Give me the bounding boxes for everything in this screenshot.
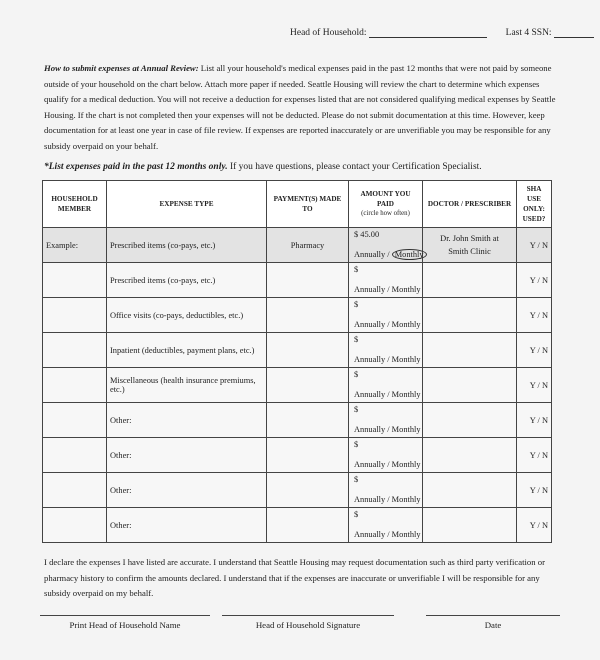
- signature-label: Head of Household Signature: [255, 620, 361, 630]
- made-to-cell[interactable]: [267, 438, 349, 473]
- amount-dollar: $: [354, 300, 359, 309]
- date-label: Date: [484, 620, 502, 630]
- list-note-lead: *List expenses paid in the past 12 months only.: [44, 162, 228, 172]
- header-member: HOUSEHOLD MEMBER: [43, 181, 107, 228]
- expenses-table: [42, 180, 552, 543]
- header-expense-type: EXPENSE TYPE: [107, 181, 267, 228]
- header-amount-sub: (circle how often): [361, 210, 410, 217]
- header-amount-label: AMOUNT YOU PAID: [360, 190, 411, 208]
- example-amount: $ 45.00: [354, 230, 380, 239]
- head-of-household-label: Head of Household:: [290, 28, 367, 38]
- example-member: Example:: [43, 228, 107, 263]
- frequency-options[interactable]: Annually / Monthly: [354, 320, 421, 329]
- amount-dollar: $: [354, 335, 359, 344]
- print-name-label: Print Head of Household Name: [69, 620, 181, 630]
- made-to-cell[interactable]: [267, 263, 349, 298]
- header-sha: SHA USE ONLY: USED?: [517, 181, 552, 228]
- frequency-options[interactable]: Annually / Monthly: [354, 530, 421, 539]
- expense-type-cell: Office visits (co-pays, deductibles, etc.): [107, 298, 267, 333]
- amount-cell[interactable]: [349, 473, 423, 508]
- made-to-cell[interactable]: [267, 333, 349, 368]
- example-amount-cell: [349, 228, 423, 263]
- amount-dollar: $: [354, 510, 359, 519]
- amount-dollar: $: [354, 405, 359, 414]
- sha-cell: Y / N: [517, 333, 552, 368]
- table-row: [43, 333, 552, 368]
- example-doctor: [423, 228, 517, 263]
- sha-cell: Y / N: [517, 368, 552, 403]
- header-fields: [290, 28, 594, 38]
- member-cell[interactable]: [43, 263, 107, 298]
- table-row: [43, 368, 552, 403]
- sha-cell: Y / N: [517, 508, 552, 543]
- member-cell[interactable]: [43, 438, 107, 473]
- instructions-lead: How to submit expenses at Annual Review:: [44, 63, 199, 73]
- example-expense-type: Prescribed items (co-pays, etc.): [107, 228, 267, 263]
- list-note: [44, 162, 482, 172]
- amount-dollar: $: [354, 265, 359, 274]
- table-header-row: [43, 181, 552, 228]
- expense-type-cell: Other:: [107, 508, 267, 543]
- frequency-options[interactable]: Annually / Monthly: [354, 285, 421, 294]
- made-to-cell[interactable]: [267, 403, 349, 438]
- expense-type-cell: Other:: [107, 438, 267, 473]
- member-cell[interactable]: [43, 298, 107, 333]
- doctor-cell[interactable]: [423, 508, 517, 543]
- example-row: [43, 228, 552, 263]
- amount-cell[interactable]: [349, 368, 423, 403]
- sha-cell: Y / N: [517, 473, 552, 508]
- made-to-cell[interactable]: [267, 368, 349, 403]
- example-frequency: [354, 250, 427, 259]
- header-payment-made-to: PAYMENT(S) MADE TO: [267, 181, 349, 228]
- sha-cell: Y / N: [517, 298, 552, 333]
- made-to-cell[interactable]: [267, 473, 349, 508]
- example-doctor-line2: Smith Clinic: [448, 247, 491, 256]
- amount-dollar: $: [354, 370, 359, 379]
- member-cell[interactable]: [43, 403, 107, 438]
- print-name-line[interactable]: [40, 615, 210, 630]
- date-line[interactable]: [426, 615, 560, 630]
- frequency-options[interactable]: Annually / Monthly: [354, 390, 421, 399]
- instructions: [44, 61, 556, 154]
- amount-cell[interactable]: [349, 298, 423, 333]
- example-made-to: Pharmacy: [267, 228, 349, 263]
- amount-cell[interactable]: [349, 403, 423, 438]
- doctor-cell[interactable]: [423, 263, 517, 298]
- table-row: [43, 508, 552, 543]
- table-row: [43, 403, 552, 438]
- doctor-cell[interactable]: [423, 438, 517, 473]
- list-note-body: If you have questions, please contact your Certification Specialist.: [227, 162, 482, 172]
- member-cell[interactable]: [43, 508, 107, 543]
- frequency-options[interactable]: Annually / Monthly: [354, 460, 421, 469]
- ssn-label: Last 4 SSN:: [505, 28, 552, 38]
- declaration-text: I declare the expenses I have listed are accurate. I understand that Seattle Housing may request documentation such as third party verification or pharmacy history to confirm the amounts declared. I understand that if the expenses are inaccurate or unverifiable I will be responsible for any subsidy overpaid on my behalf.: [44, 557, 546, 598]
- frequency-options[interactable]: Annually / Monthly: [354, 495, 421, 504]
- example-freq-annually: Annually /: [354, 250, 390, 259]
- made-to-cell[interactable]: [267, 298, 349, 333]
- ssn-field[interactable]: [554, 28, 594, 38]
- doctor-cell[interactable]: [423, 368, 517, 403]
- amount-dollar: $: [354, 475, 359, 484]
- table-row: [43, 473, 552, 508]
- table-row: [43, 263, 552, 298]
- amount-cell[interactable]: [349, 333, 423, 368]
- amount-cell[interactable]: [349, 508, 423, 543]
- expense-type-cell: Miscellaneous (health insurance premiums, etc.): [107, 368, 267, 403]
- member-cell[interactable]: [43, 473, 107, 508]
- instructions-body: List all your household's medical expenses paid in the past 12 months that were not paid by someone outside of your household on the chart below. Attach more paper if needed. Seattle Housing will review the chart to determine which expenses qualify for a medical deduction. You will not receive a deduction for expenses listed that are not considered qualifying medical expenses by Seattle Housing. If the chart is not completed then your expenses will not be deducted. Please do not submit documentation at this time. However, keep documentation for at least one year in case of file review. If expenses are reported inaccurately or are unverifiable you may be responsible for any subsidy overpaid on your behalf.: [44, 63, 556, 151]
- header-doctor: DOCTOR / PRESCRIBER: [423, 181, 517, 228]
- expense-type-cell: Inpatient (deductibles, payment plans, etc.): [107, 333, 267, 368]
- doctor-cell[interactable]: [423, 403, 517, 438]
- table-row: [43, 298, 552, 333]
- sha-cell: Y / N: [517, 403, 552, 438]
- example-doctor-line1: Dr. John Smith at: [440, 234, 499, 243]
- made-to-cell[interactable]: [267, 508, 349, 543]
- doctor-cell[interactable]: [423, 473, 517, 508]
- amount-dollar: $: [354, 440, 359, 449]
- expense-type-cell: Other:: [107, 473, 267, 508]
- amount-cell[interactable]: [349, 438, 423, 473]
- amount-cell[interactable]: [349, 263, 423, 298]
- expense-type-cell: Other:: [107, 403, 267, 438]
- doctor-cell[interactable]: [423, 298, 517, 333]
- expense-type-cell: Prescribed items (co-pays, etc.): [107, 263, 267, 298]
- table-row: [43, 438, 552, 473]
- member-cell[interactable]: [43, 368, 107, 403]
- example-sha: Y / N: [517, 228, 552, 263]
- doctor-cell[interactable]: [423, 333, 517, 368]
- member-cell[interactable]: [43, 333, 107, 368]
- sha-cell: Y / N: [517, 438, 552, 473]
- header-amount: [349, 181, 423, 228]
- example-freq-monthly-circled: Monthly: [392, 249, 427, 260]
- frequency-options[interactable]: Annually / Monthly: [354, 355, 421, 364]
- sha-cell: Y / N: [517, 263, 552, 298]
- signature-line[interactable]: [222, 615, 394, 630]
- head-of-household-field[interactable]: [369, 28, 487, 38]
- frequency-options[interactable]: Annually / Monthly: [354, 425, 421, 434]
